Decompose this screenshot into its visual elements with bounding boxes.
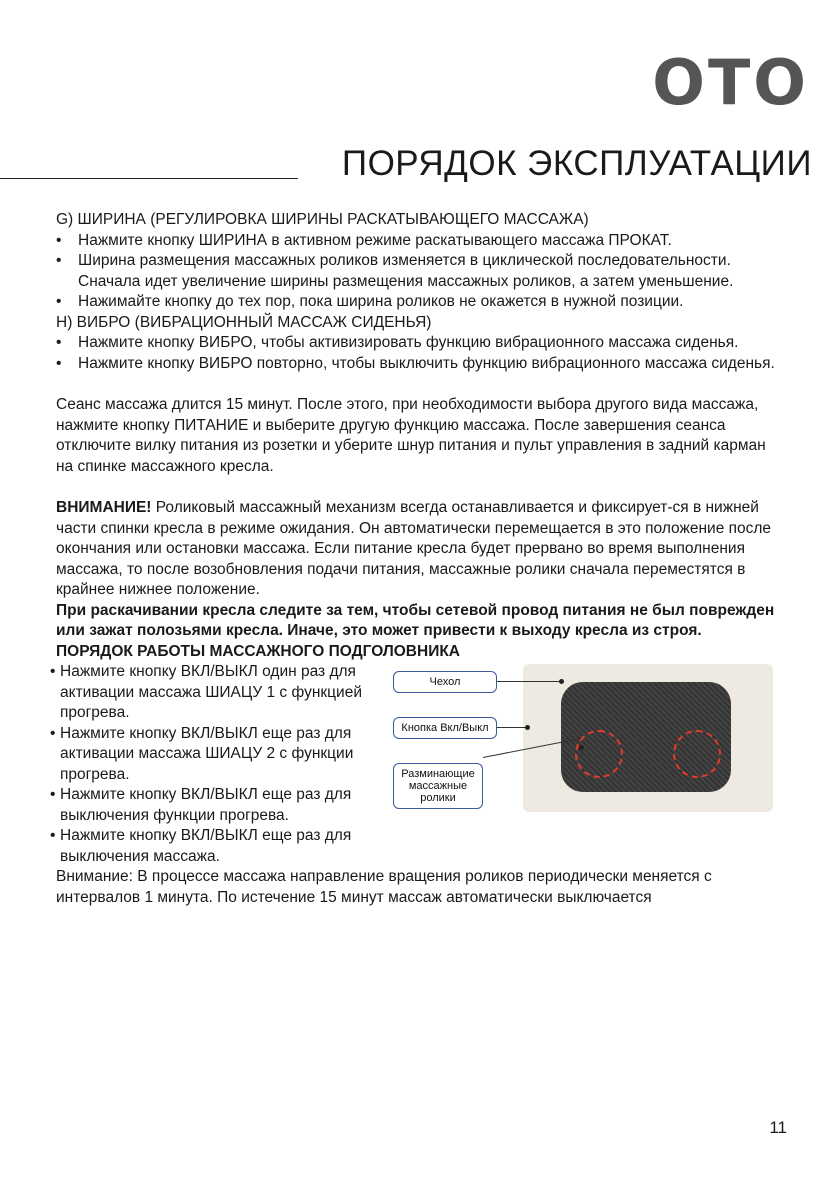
headrest-section	[50, 662, 786, 867]
list-item-text: Нажмите кнопку ВКЛ/ВЫКЛ еще раз для выключения функции прогрева.	[60, 786, 352, 824]
section-g-heading: G) ШИРИНА (РЕГУЛИРОВКА ШИРИНЫ РАСКАТЫВАЮЩЕГО МАССАЖА)	[56, 211, 589, 228]
callout-line	[497, 681, 561, 682]
spacer	[56, 477, 786, 498]
callout-line	[497, 727, 527, 728]
warning-label: ВНИМАНИЕ!	[56, 499, 152, 516]
list-item	[56, 231, 786, 252]
bullet-marker: •	[50, 786, 56, 803]
list-item	[50, 785, 370, 826]
callout-power-button: Кнопка Вкл/Выкл	[393, 717, 497, 739]
headrest-diagram	[393, 659, 786, 859]
list-item	[50, 826, 370, 867]
list-item-text: Нажмите кнопку ШИРИНА в активном режиме раскатывающего массажа ПРОКАТ.	[78, 231, 672, 249]
list-item-text: Нажмите кнопку ВИБРО повторно, чтобы выключить функцию вибрационного массажа сиденья.	[78, 354, 775, 372]
brand-logo: OTO	[652, 46, 809, 119]
list-item	[56, 354, 786, 375]
list-item-text: Нажмите кнопку ВКЛ/ВЫКЛ еще раз для активации массажа ШИАЦУ 2 с функции прогрева.	[60, 724, 354, 783]
list-item-text: Ширина размещения массажных роликов изменяется в циклической последовательности. Сначала идет увеличение ширины размещения массажных роликов, а затем уменьшение.	[78, 252, 734, 290]
headrest-photo	[523, 664, 773, 812]
title-divider	[0, 178, 298, 179]
list-item	[50, 662, 370, 724]
list-item-text: Нажимайте кнопку до тех пор, пока ширина роликов не окажется в нужной позиции.	[78, 293, 684, 310]
callout-marker	[579, 745, 584, 750]
warning-bold-note: При раскачивании кресла следите за тем, чтобы сетевой провод питания не был поврежден или зажат полозьями кресла. Иначе, это может привести к выходу кресла из строя.	[56, 601, 775, 639]
document-body	[50, 210, 786, 908]
bullet-marker: •	[56, 334, 62, 351]
list-item-text: Нажмите кнопку ВИБРО, чтобы активизировать функцию вибрационного массажа сиденья.	[78, 334, 739, 351]
bullet-marker: •	[50, 827, 56, 844]
bullet-marker: •	[56, 293, 62, 310]
callout-rollers: Разминающие массажные ролики	[393, 763, 483, 809]
warning-paragraph	[56, 498, 786, 601]
callout-marker	[525, 725, 530, 730]
headrest-instructions	[50, 662, 370, 867]
page-title: ПОРЯДОК ЭКСПЛУАТАЦИИ	[341, 144, 812, 183]
page-number: 11	[769, 1118, 787, 1137]
bullet-marker: •	[56, 354, 62, 372]
list-item	[50, 724, 370, 786]
massage-pillow	[561, 682, 731, 792]
note-paragraph: Внимание: В процессе массажа направление вращения роликов периодически меняется с интервалов 1 минута. По истечение 15 минут массаж автоматически выключается	[56, 868, 712, 906]
bullet-marker: •	[56, 252, 62, 269]
callout-cover: Чехол	[393, 671, 497, 693]
list-item	[56, 333, 786, 354]
headrest-heading: ПОРЯДОК РАБОТЫ МАССАЖНОГО ПОДГОЛОВНИКА	[56, 642, 460, 660]
bullet-marker: •	[56, 231, 62, 249]
bullet-marker: •	[50, 663, 56, 680]
section-h-heading: H) ВИБРО (ВИБРАЦИОННЫЙ МАССАЖ СИДЕНЬЯ)	[56, 313, 432, 331]
list-item	[56, 251, 786, 292]
list-item-text: Нажмите кнопку ВКЛ/ВЫКЛ еще раз для выключения массажа.	[60, 827, 352, 865]
session-paragraph: Сеанс массажа длится 15 минут. После этого, при необходимости выбора другого вида массажа, нажмите кнопку ПИТАНИЕ и выберите другую функцию массажа. После завершения сеанса отключите вилку питания из розетки и уберите шнур питания и пульт управления в задний карман на спинке массажного кресла.	[56, 396, 766, 475]
bullet-marker: •	[50, 724, 56, 742]
massage-roller-left	[575, 730, 623, 778]
callout-marker	[559, 679, 564, 684]
list-item-text: Нажмите кнопку ВКЛ/ВЫКЛ один раз для активации массажа ШИАЦУ 1 с функцией прогрева.	[60, 663, 362, 721]
spacer	[56, 374, 786, 395]
massage-roller-right	[673, 730, 721, 778]
warning-text: Роликовый массажный механизм всегда останавливается и фиксирует-ся в нижней части спинки кресла в режиме ожидания. Он автоматически перемещается в это положение после окончания или остановки массажа. Если питание кресла будет прервано во время выполнения массажа, то после возобновления подачи питания, массажные ролики сначала переместятся в крайнее нижнее положение.	[56, 499, 772, 598]
list-item	[56, 292, 786, 313]
